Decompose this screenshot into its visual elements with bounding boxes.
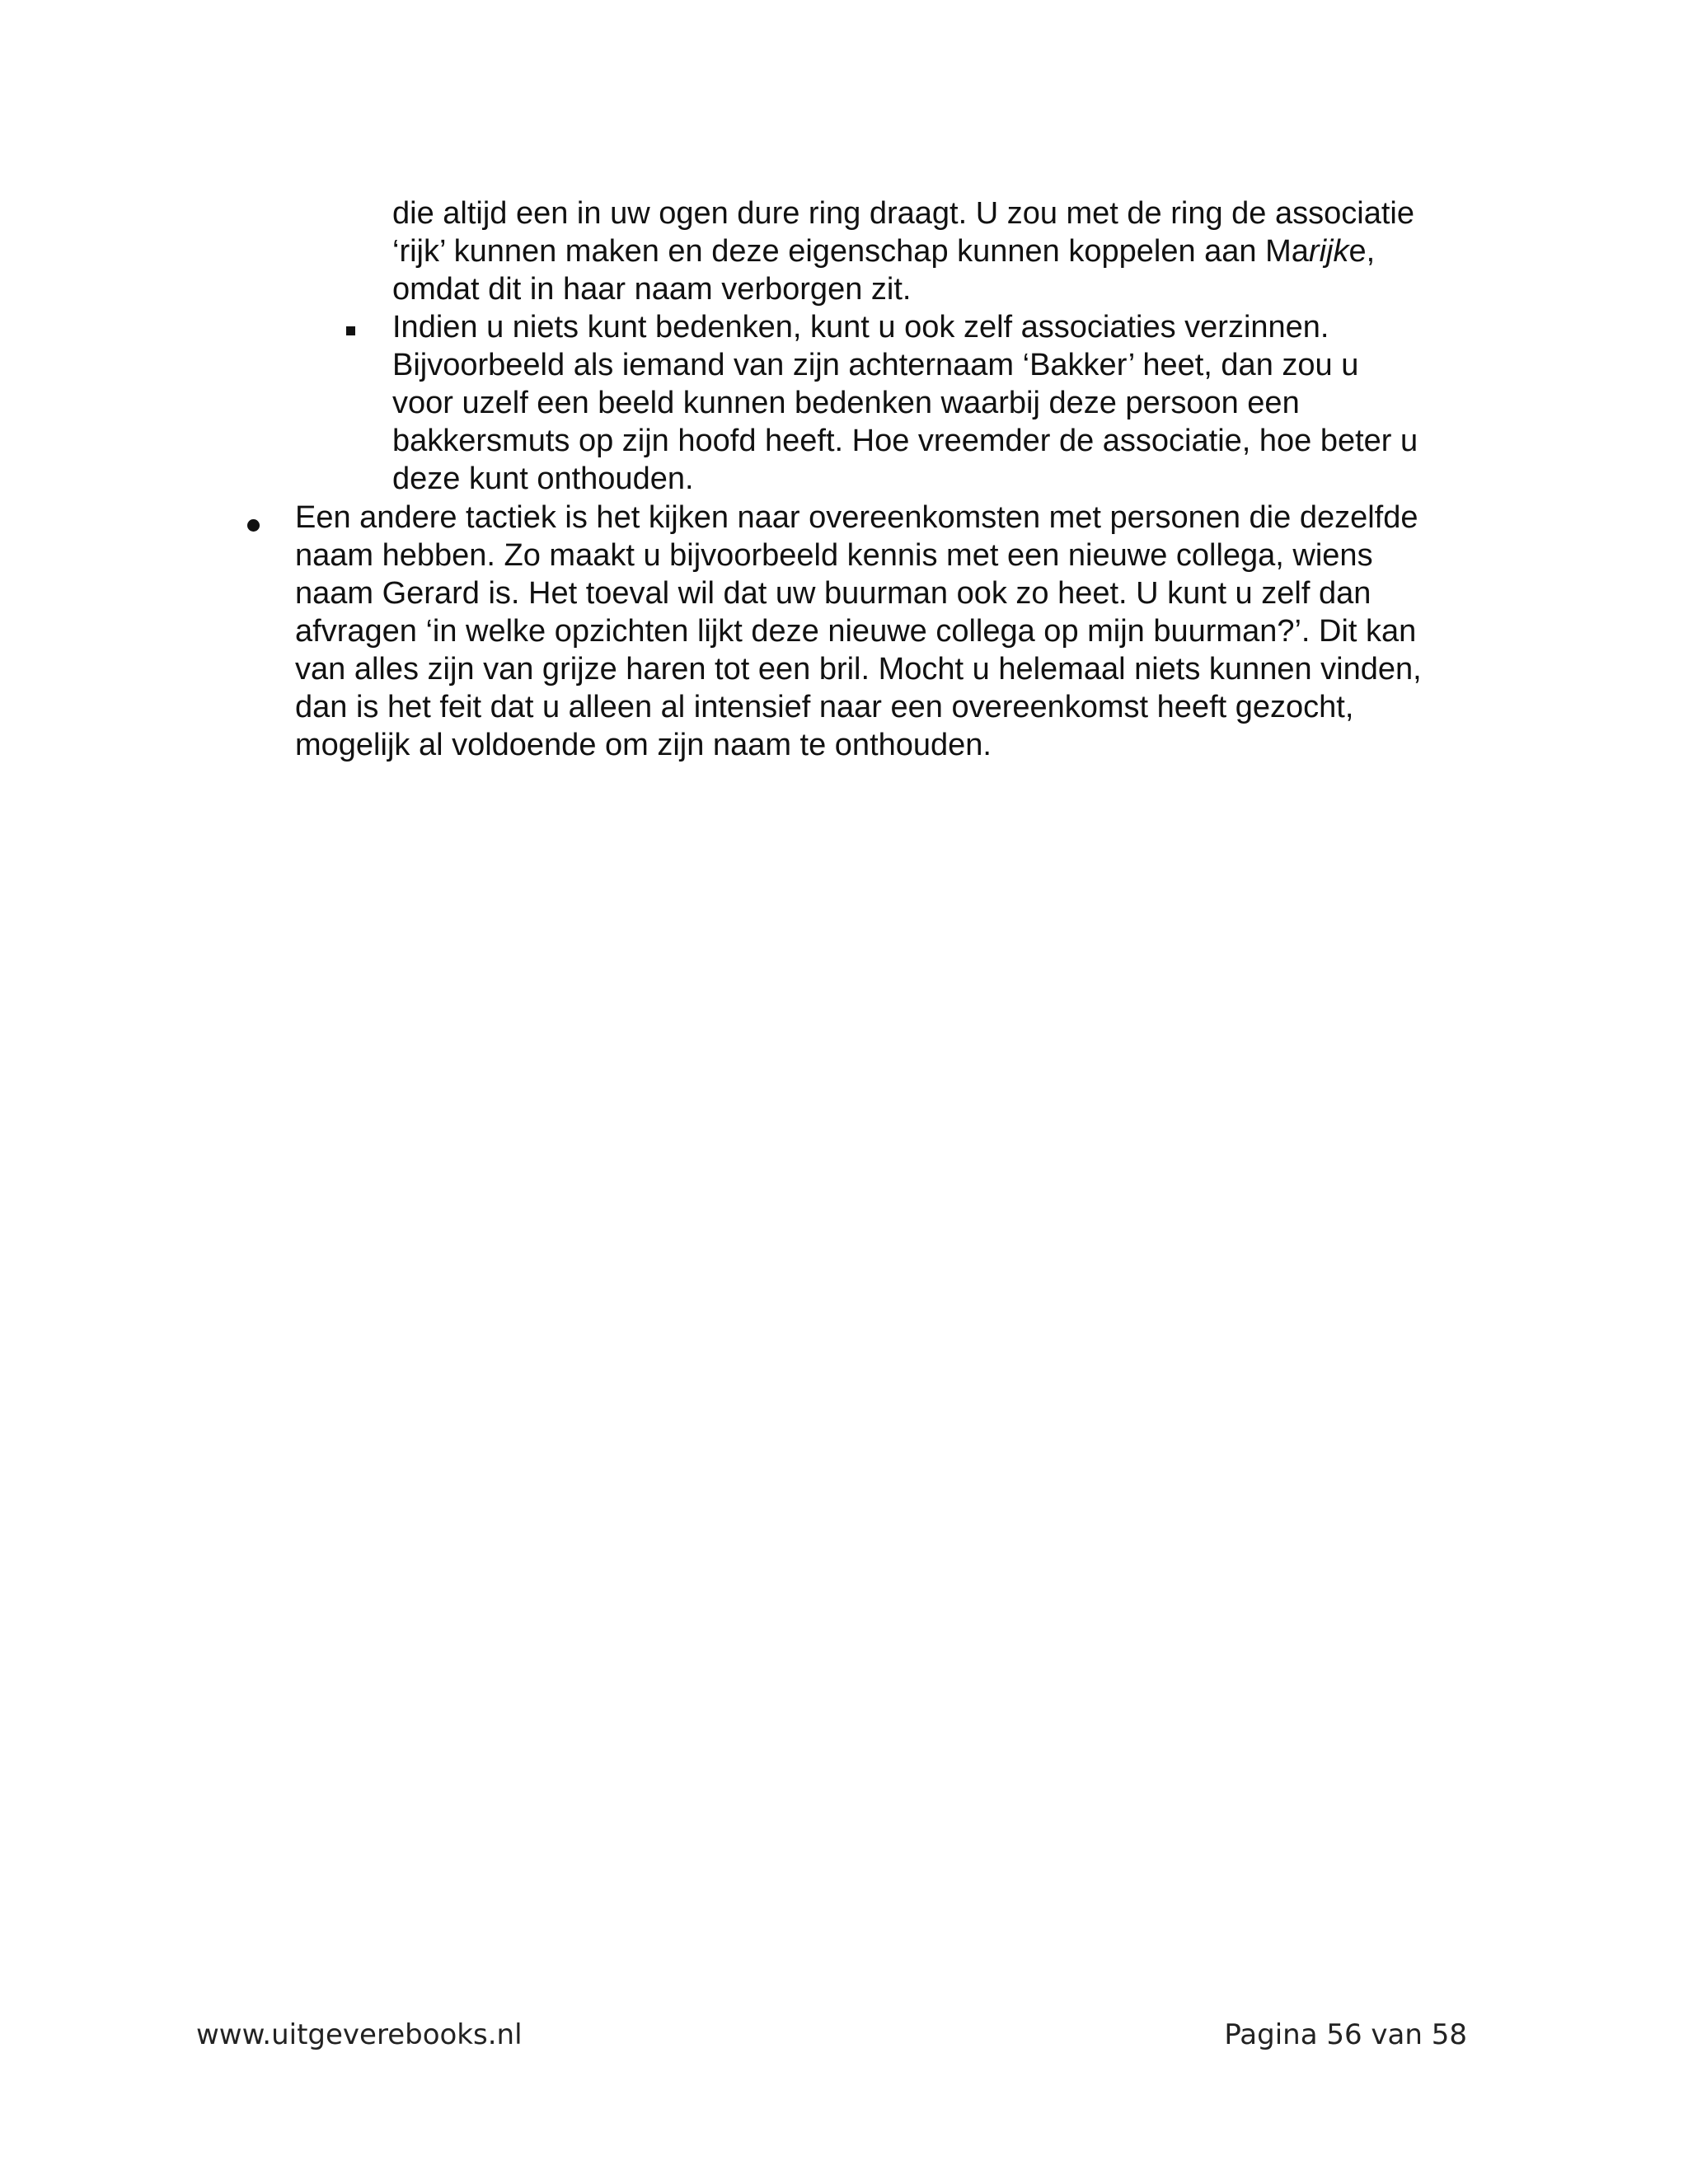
text-line: omdat dit in haar naam verborgen zit.	[392, 272, 912, 307]
text-line: naam Gerard is. Het toeval wil dat uw buurman ook zo heet. U kunt u zelf dan	[295, 576, 1372, 611]
text-line: afvragen ‘in welke opzichten lijkt deze nieuwe collega op mijn buurman?’. Dit kan	[295, 614, 1417, 649]
text-line	[392, 232, 1375, 271]
bullet-icon	[247, 519, 260, 532]
text-line: van alles zijn van grijze haren tot een bril. Mocht u helemaal niets kunnen vinden,	[295, 652, 1422, 687]
footer-page-number: Pagina 56 van 58	[1224, 2018, 1467, 2051]
text-run: ‘rijk’ kunnen maken en deze eigenschap kunnen koppelen aan Ma	[392, 234, 1309, 269]
square-bullet-icon	[346, 326, 355, 335]
italic-text: rijk	[1308, 234, 1349, 269]
text-line: dan is het feit dat u alleen al intensief naar een overeenkomst heeft gezocht,	[295, 690, 1354, 724]
text-line: deze kunt onthouden.	[392, 462, 694, 496]
text-line: mogelijk al voldoende om zijn naam te onthouden.	[295, 728, 992, 762]
text-line: Indien u niets kunt bedenken, kunt u ook zelf associaties verzinnen.	[392, 310, 1329, 344]
text-run: e,	[1348, 234, 1376, 269]
text-line: bakkersmuts op zijn hoofd heeft. Hoe vreemder de associatie, hoe beter u	[392, 424, 1418, 458]
text-line: Een andere tactiek is het kijken naar overeenkomsten met personen die dezelfde	[295, 500, 1418, 535]
text-line: naam hebben. Zo maakt u bijvoorbeeld kennis met een nieuwe collega, wiens	[295, 538, 1373, 573]
text-line: Bijvoorbeeld als iemand van zijn achternaam ‘Bakker’ heet, dan zou u	[392, 348, 1359, 382]
text-line: die altijd een in uw ogen dure ring draagt. U zou met de ring de associatie	[392, 196, 1414, 231]
footer-website: www.uitgeverebooks.nl	[196, 2018, 523, 2051]
text-line: voor uzelf een beeld kunnen bedenken waarbij deze persoon een	[392, 386, 1300, 420]
